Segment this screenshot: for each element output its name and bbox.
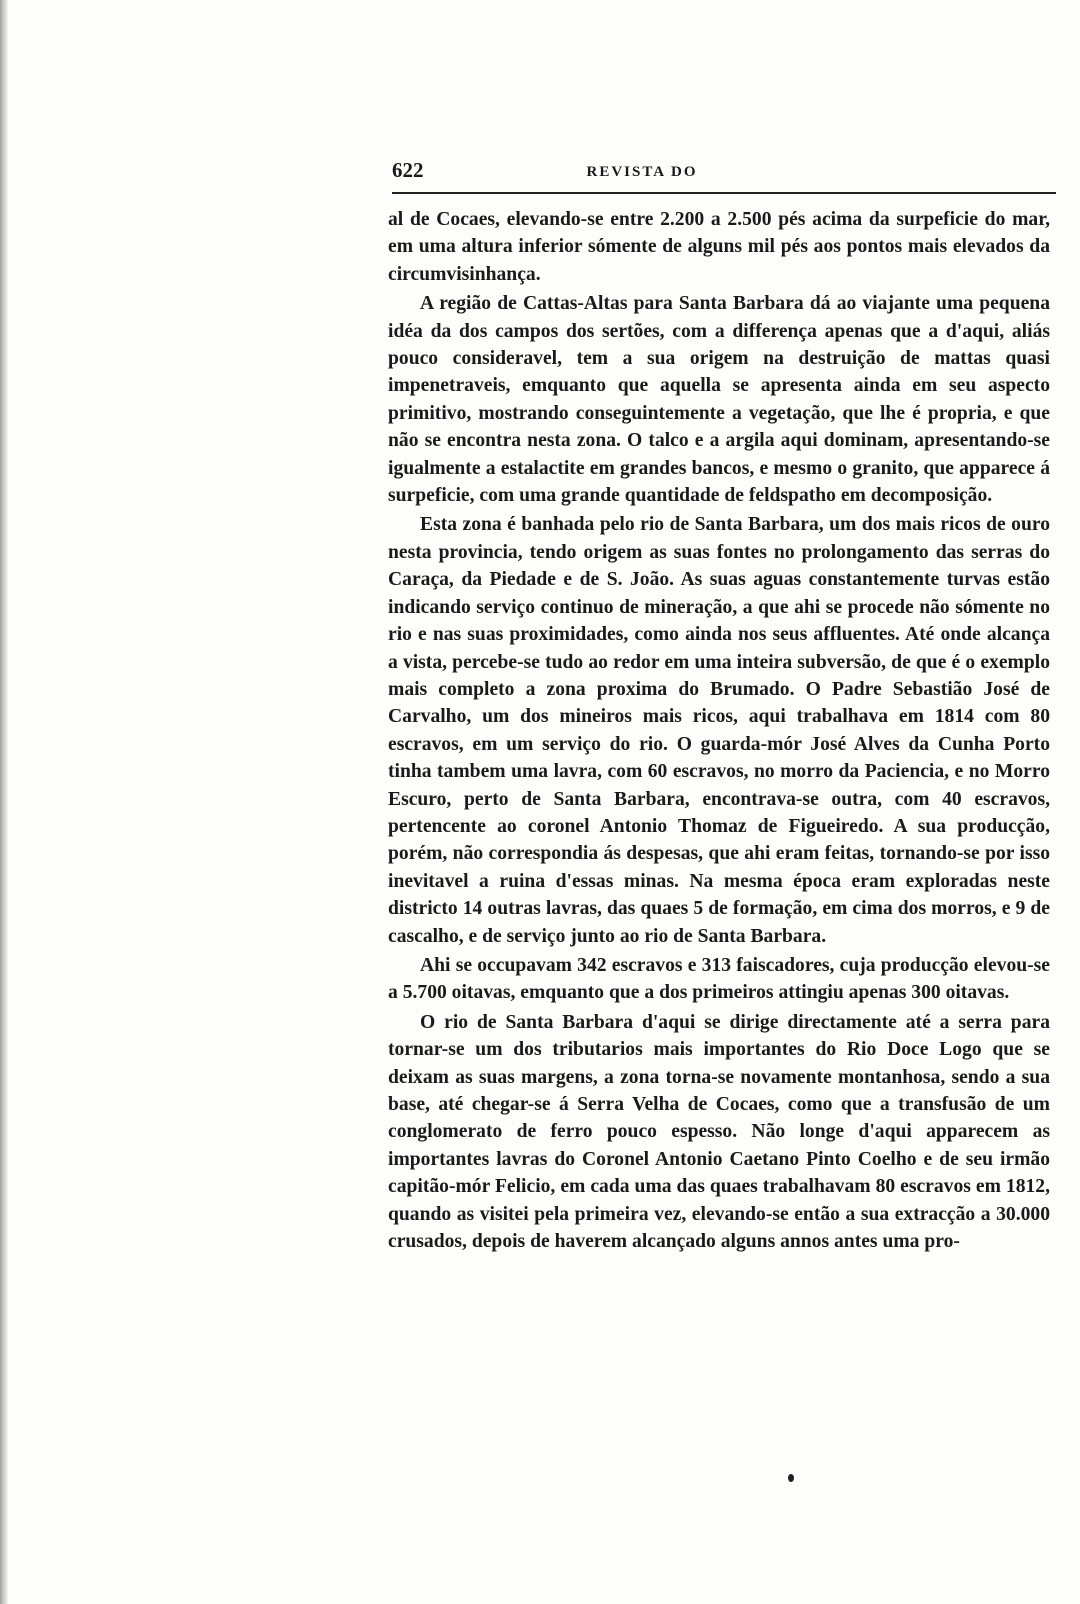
paragraph-1: al de Cocaes, elevando-se entre 2.200 a 2.500 pés acima da surpeficie do mar, em uma altura inferior sómente de alguns mil pés aos pontos mais elevados da circumvisinhança. xyxy=(388,209,1050,285)
body-text xyxy=(388,206,1050,1255)
page-number: 622 xyxy=(392,158,424,182)
page-header xyxy=(392,158,1054,190)
binding-edge xyxy=(0,0,8,1604)
footer-dot xyxy=(788,1474,794,1482)
paragraph-4: Ahi se occupavam 342 escravos e 313 faiscadores, cuja producção elevou-se a 5.700 oitavas, emquanto que a dos primeiros attingiu apenas 300 oitavas. xyxy=(388,954,1050,1004)
paragraph-3: Esta zona é banhada pelo rio de Santa Barbara, um dos mais ricos de ouro nesta provincia, tendo origem as suas fontes no prolongamento das serras do Caraça, da Piedade e de S. João. As suas aguas constantemente turvas estão indicando serviço continuo de mineração, a que ahi se procede não sómente no rio e nas suas proximidades, como ainda nos seus affluentes. Até onde alcança a vista, percebe-se tudo ao redor em uma inteira subversão, de que é o exemplo mais completo a zona proxima do Brumado. O Padre Sebastião José de Carvalho, um dos mineiros mais ricos, aqui trabalhava em 1814 com 80 escravos, em um serviço do rio. O guarda-mór José Alves da Cunha Porto tinha tambem uma lavra, com 60 escravos, no morro da Paciencia, e no Morro Escuro, perto de Santa Barbara, encontrava-se outra, com 40 escravos, pertencente ao coronel Antonio Thomaz de Figueiredo. A sua producção, porém, não correspondia ás despesas, que ahi eram feitas, tornando-se por isso inevitavel a ruina d'essas minas. Na mesma época eram exploradas neste districto 14 outras lavras, das quaes 5 de formação, em cima dos morros, e 9 de cascalho, e de serviço junto ao rio de Santa Barbara. xyxy=(388,514,1050,947)
paragraph-5: O rio de Santa Barbara d'aqui se dirige directamente até a serra para tornar-se um dos tributarios mais importantes do Rio Doce Logo que se deixam as suas margens, a zona torna-se novamente montanhosa, sendo a sua base, até chegar-se á Serra Velha de Cocaes, como que a transfusão de um conglomerato de ferro pouco espesso. Não longe d'aqui apparecem as importantes lavras do Coronel Antonio Caetano Pinto Coelho e de seu irmão capitão-mór Felicio, em cada uma das quaes trabalhavam 80 escravos em 1812, quando as visitei pela primeira vez, elevando-se então a sua extracção a 30.000 crusados, depois de haverem alcançado alguns annos antes uma pro- xyxy=(388,1011,1050,1253)
header-rule xyxy=(392,192,1056,194)
running-head: REVISTA DO xyxy=(586,164,698,180)
paragraph-2: A região de Cattas-Altas para Santa Barbara dá ao viajante uma pequena idéa da dos campos dos sertões, com a differença apenas que a d'aqui, aliás pouco consideravel, tem a sua origem na destruição de mattas quasi impenetraveis, emquanto que aquella se apresenta ainda em seu aspecto primitivo, mostrando conseguintemente a vegetação, que lhe é propria, e que não se encontra nesta zona. O talco e a argila aqui dominam, apresentando-se igualmente a estalactite em grandes bancos, e mesmo o granito, que apparece á surpeficie, com uma grande quantidade de feldspatho em decomposição. xyxy=(388,293,1050,507)
